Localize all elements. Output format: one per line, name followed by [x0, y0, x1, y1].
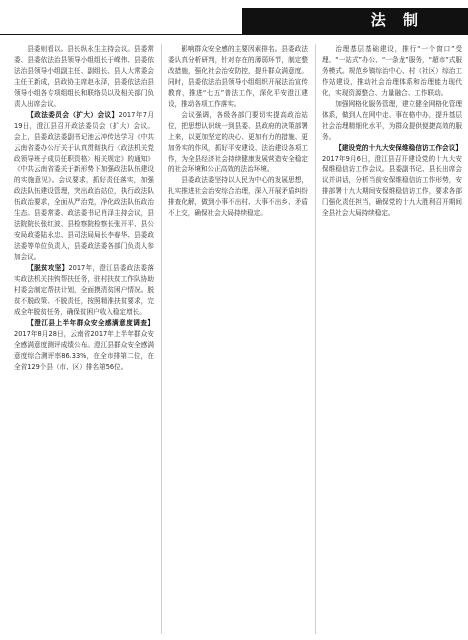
paragraph-text: 会议强调，各级各部门要切实提高政治站位，把思想认识统一到县委、县政府的决策部署上来，以更加坚定的决心、更加有力的措施、更加务实的作风，抓好平安建设、法治建设各项工作，为全县经济社会持续健康发展营造安全稳定的社会环境和公正高效的法治环境。	[168, 110, 308, 174]
section-heading: 【建设党的十九大安保维稳信访工作会议】	[335, 143, 462, 152]
paragraph-text: 2017年8月28日，云南省2017年上半年群众安全感满意度测评成绩公布。澄江县群众安全感满意度综合测评率86.33%，在全市排第二位，在全省129个县（市、区）排名第56位。	[14, 329, 154, 371]
column-3	[322, 44, 462, 634]
paragraph	[14, 44, 154, 110]
column-1	[14, 44, 154, 634]
column-divider	[315, 44, 316, 634]
section-banner	[242, 8, 468, 34]
section-heading: 【政法委员会（扩大）会议】	[27, 110, 119, 119]
paragraph	[14, 110, 154, 263]
section-heading: 【澄江县上半年群众安全感满意度调查】	[27, 318, 154, 327]
column-divider	[161, 44, 162, 634]
paragraph	[322, 143, 462, 220]
paragraph	[14, 318, 154, 373]
section-title: 法 制	[370, 11, 424, 29]
page-header	[0, 0, 468, 38]
header-divider	[0, 34, 468, 35]
paragraph	[322, 99, 462, 143]
paragraph-text: 2017年9月6日，澄江县召开建设党的十九大安保维稳信访工作会议。县委副书记、县长出席会议并讲话，分析当前安保维稳信访工作形势，安排部署十九大期间安保维稳信访工作，要求各部门强化责任担当，确保党的十九大胜利召开期间全县社会大局持续稳定。	[322, 154, 462, 218]
paragraph-text: 2017年，澄江县委政法委落实政法机关挂钩帮扶任务，驻村扶贫工作队协助村委会制定帮扶计划，全面摸清贫困户情况。脱贫不脱政策、不脱责任，按照精准扶贫要求，完成全年脱贫任务，确保贫困户收入稳定增长。	[14, 264, 154, 316]
paragraph-text: 治理基层基础建设，推行“一个窗口”受理、“一站式”办公、“一条龙”服务，“超市”式服务模式。规范乡镇综治中心、村（社区）综治工作站建设，推动社会治理体系和治理能力现代化，实现资源整合、力量融合、工作联动。	[322, 45, 462, 97]
paragraph-text: 加强网格化服务管理，建立健全网格化管理体系，做到人在网中走、事在格中办，提升基层社会治理精细化水平，为群众提供便捷高效的服务。	[322, 99, 462, 141]
paragraph	[168, 44, 308, 110]
article-body	[14, 44, 462, 634]
paragraph-text: 县委则看以。县长纵永生主持会议。县委常委、县委依法治县领导小组组长于嵘伟、县委依法治县领导小组副主任、副组长、县人大常委会主任王新成，县政协主席赵永泽，县委依法治县领导小组各专项组组长和联络员以及相关部门负责人出席会议。	[14, 45, 154, 108]
paragraph	[14, 263, 154, 318]
section-heading: 【脱贫攻坚】	[27, 264, 69, 273]
paragraph-text: 影响群众安全感的主要因素排名。县委政法委认真分析研判，针对存在的薄弱环节，制定整改措施，强化社会治安防控，提升群众满意度。同时，县委依法治县领导小组组织开展法治宣传教育，推进“七五”普法工作，深化平安澄江建设，推动各项工作落实。	[168, 45, 308, 108]
paragraph-text: 县委政法委坚持以人民为中心的发展思想，扎实推进社会治安综合治理，深入开展矛盾纠纷排查化解，做到小事不出村、大事不出乡、矛盾不上交，确保社会大局持续稳定。	[168, 176, 308, 218]
paragraph	[168, 110, 308, 176]
paragraph	[322, 44, 462, 99]
paragraph-text: 2017年7月19日，澄江县召开政法委员会（扩大）会议。会上，县委政法委副书记池云冲传达学习《中共云南省委办公厅关于认真贯彻执行〈政法机关党政领导班子成员任职资格〉相关规定》的通知》《中共云南省委关于新形势下加强政法队伍建设的实施意见》。会议要求，抓好责任落实，加强政法队伍建设管理，突出政治站位，执行政法队伍政治要求，全面从严治党，净化政法队伍政治生态。县委常委、政法委书记肖泽主持会议，县法院院长张红波、县检察院检察长张开平、县公安局政委陆永忠、县司法局局长李春华、县委政法委等单位负责人，县委政法委各部门负责人参加会议。	[14, 110, 154, 262]
paragraph	[168, 175, 308, 219]
column-2	[168, 44, 308, 634]
